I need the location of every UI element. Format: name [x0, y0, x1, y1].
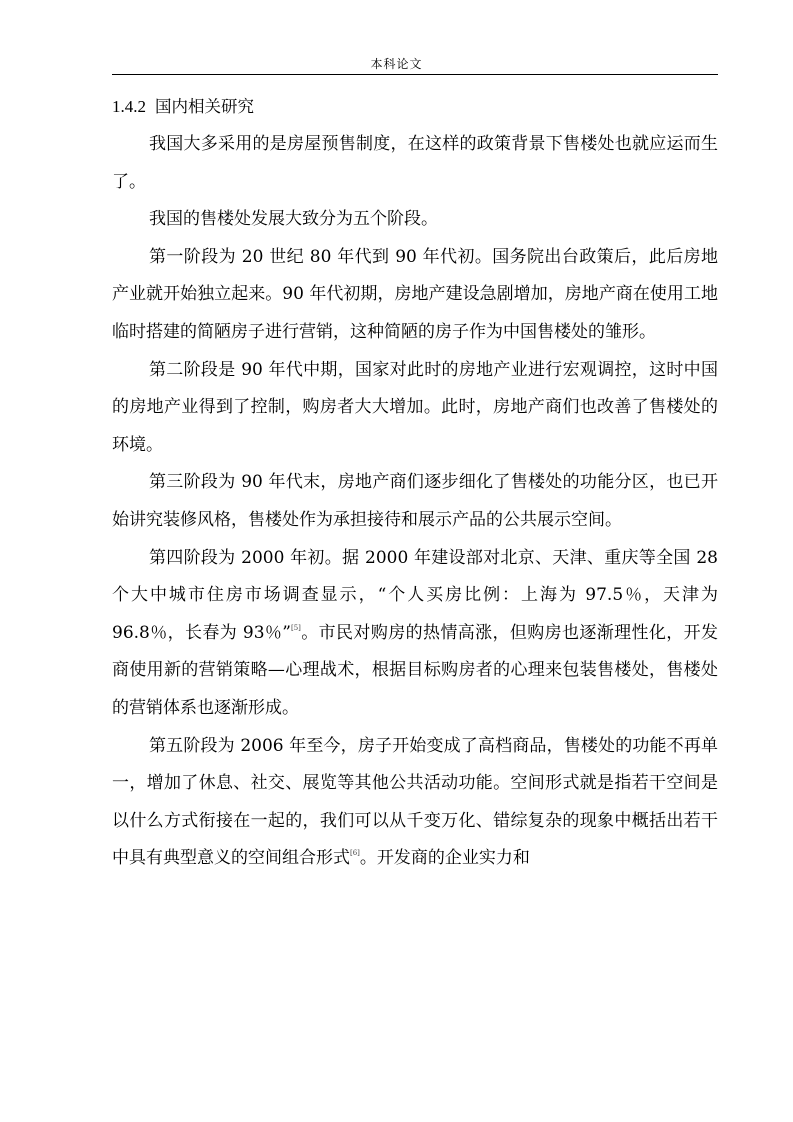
paragraph-3: 第一阶段为 20 世纪 80 年代到 90 年代初。国务院出台政策后，此后房地产业就开始独立起来。90 年代初期，房地产建设急剧增加，房地产商在使用工地临时搭建的简陋房子进行营销，这种简陋的房子作为中国售楼处的雏形。 — [112, 246, 718, 342]
page-header: 本科论文 — [370, 57, 423, 71]
paragraph-6-text-b: 。市民对购房的热情高涨，但购房也逐渐理性化，开发商使用新的营销策略—心理战术，根据目标购房者的心理来包装售楼处，售楼处的营销体系也逐渐形成。 — [112, 622, 719, 718]
header-rule — [112, 74, 718, 75]
paragraph-1: 我国大多采用的是房屋预售制度，在这样的政策背景下售楼处也就应运而生了。 — [112, 134, 718, 192]
paragraph-7 — [112, 728, 718, 878]
section-title: 国内相关研究 — [155, 97, 254, 116]
section-number: 1.4.2 — [112, 97, 146, 116]
paragraph-5: 第三阶段为 90 年代末，房地产商们逐步细化了售楼处的功能分区，也已开始讲究装修风格，售楼处作为承担接待和展示产品的公共展示空间。 — [112, 472, 718, 530]
paragraph-6-text-a: 第四阶段为 2000 年初。据 2000 年建设部对北京、天津、重庆等全国 28 个大中城市住房市场调查显示，“个人买房比例：上海为 97.5％，天津为 96.8％，长春为 93％” — [112, 547, 718, 643]
paragraph-7-text-a: 第五阶段为 2006 年至今，房子开始变成了高档商品，售楼处的功能不再单一，增加了休息、社交、展览等其他公共活动功能。空间形式就是指若干空间是以什么方式衔接在一起的，我们可以从千变万化、错综复杂的现象中概括出若干中具有典型意义的空间组合形式 — [112, 735, 718, 869]
section-heading — [112, 88, 718, 126]
paragraph-7-text-b: 。开发商的企业实力和 — [359, 848, 530, 869]
paragraph-4: 第二阶段是 90 年代中期，国家对此时的房地产业进行宏观调控，这时中国的房地产业得到了控制，购房者大大增加。此时，房地产商们也改善了售楼处的环境。 — [112, 359, 718, 455]
citation-6: [6] — [350, 849, 360, 858]
citation-5: [5] — [291, 623, 301, 632]
paragraph-6 — [112, 540, 718, 728]
document-body — [112, 88, 718, 878]
paragraph-2: 我国的售楼处发展大致分为五个阶段。 — [149, 209, 438, 230]
